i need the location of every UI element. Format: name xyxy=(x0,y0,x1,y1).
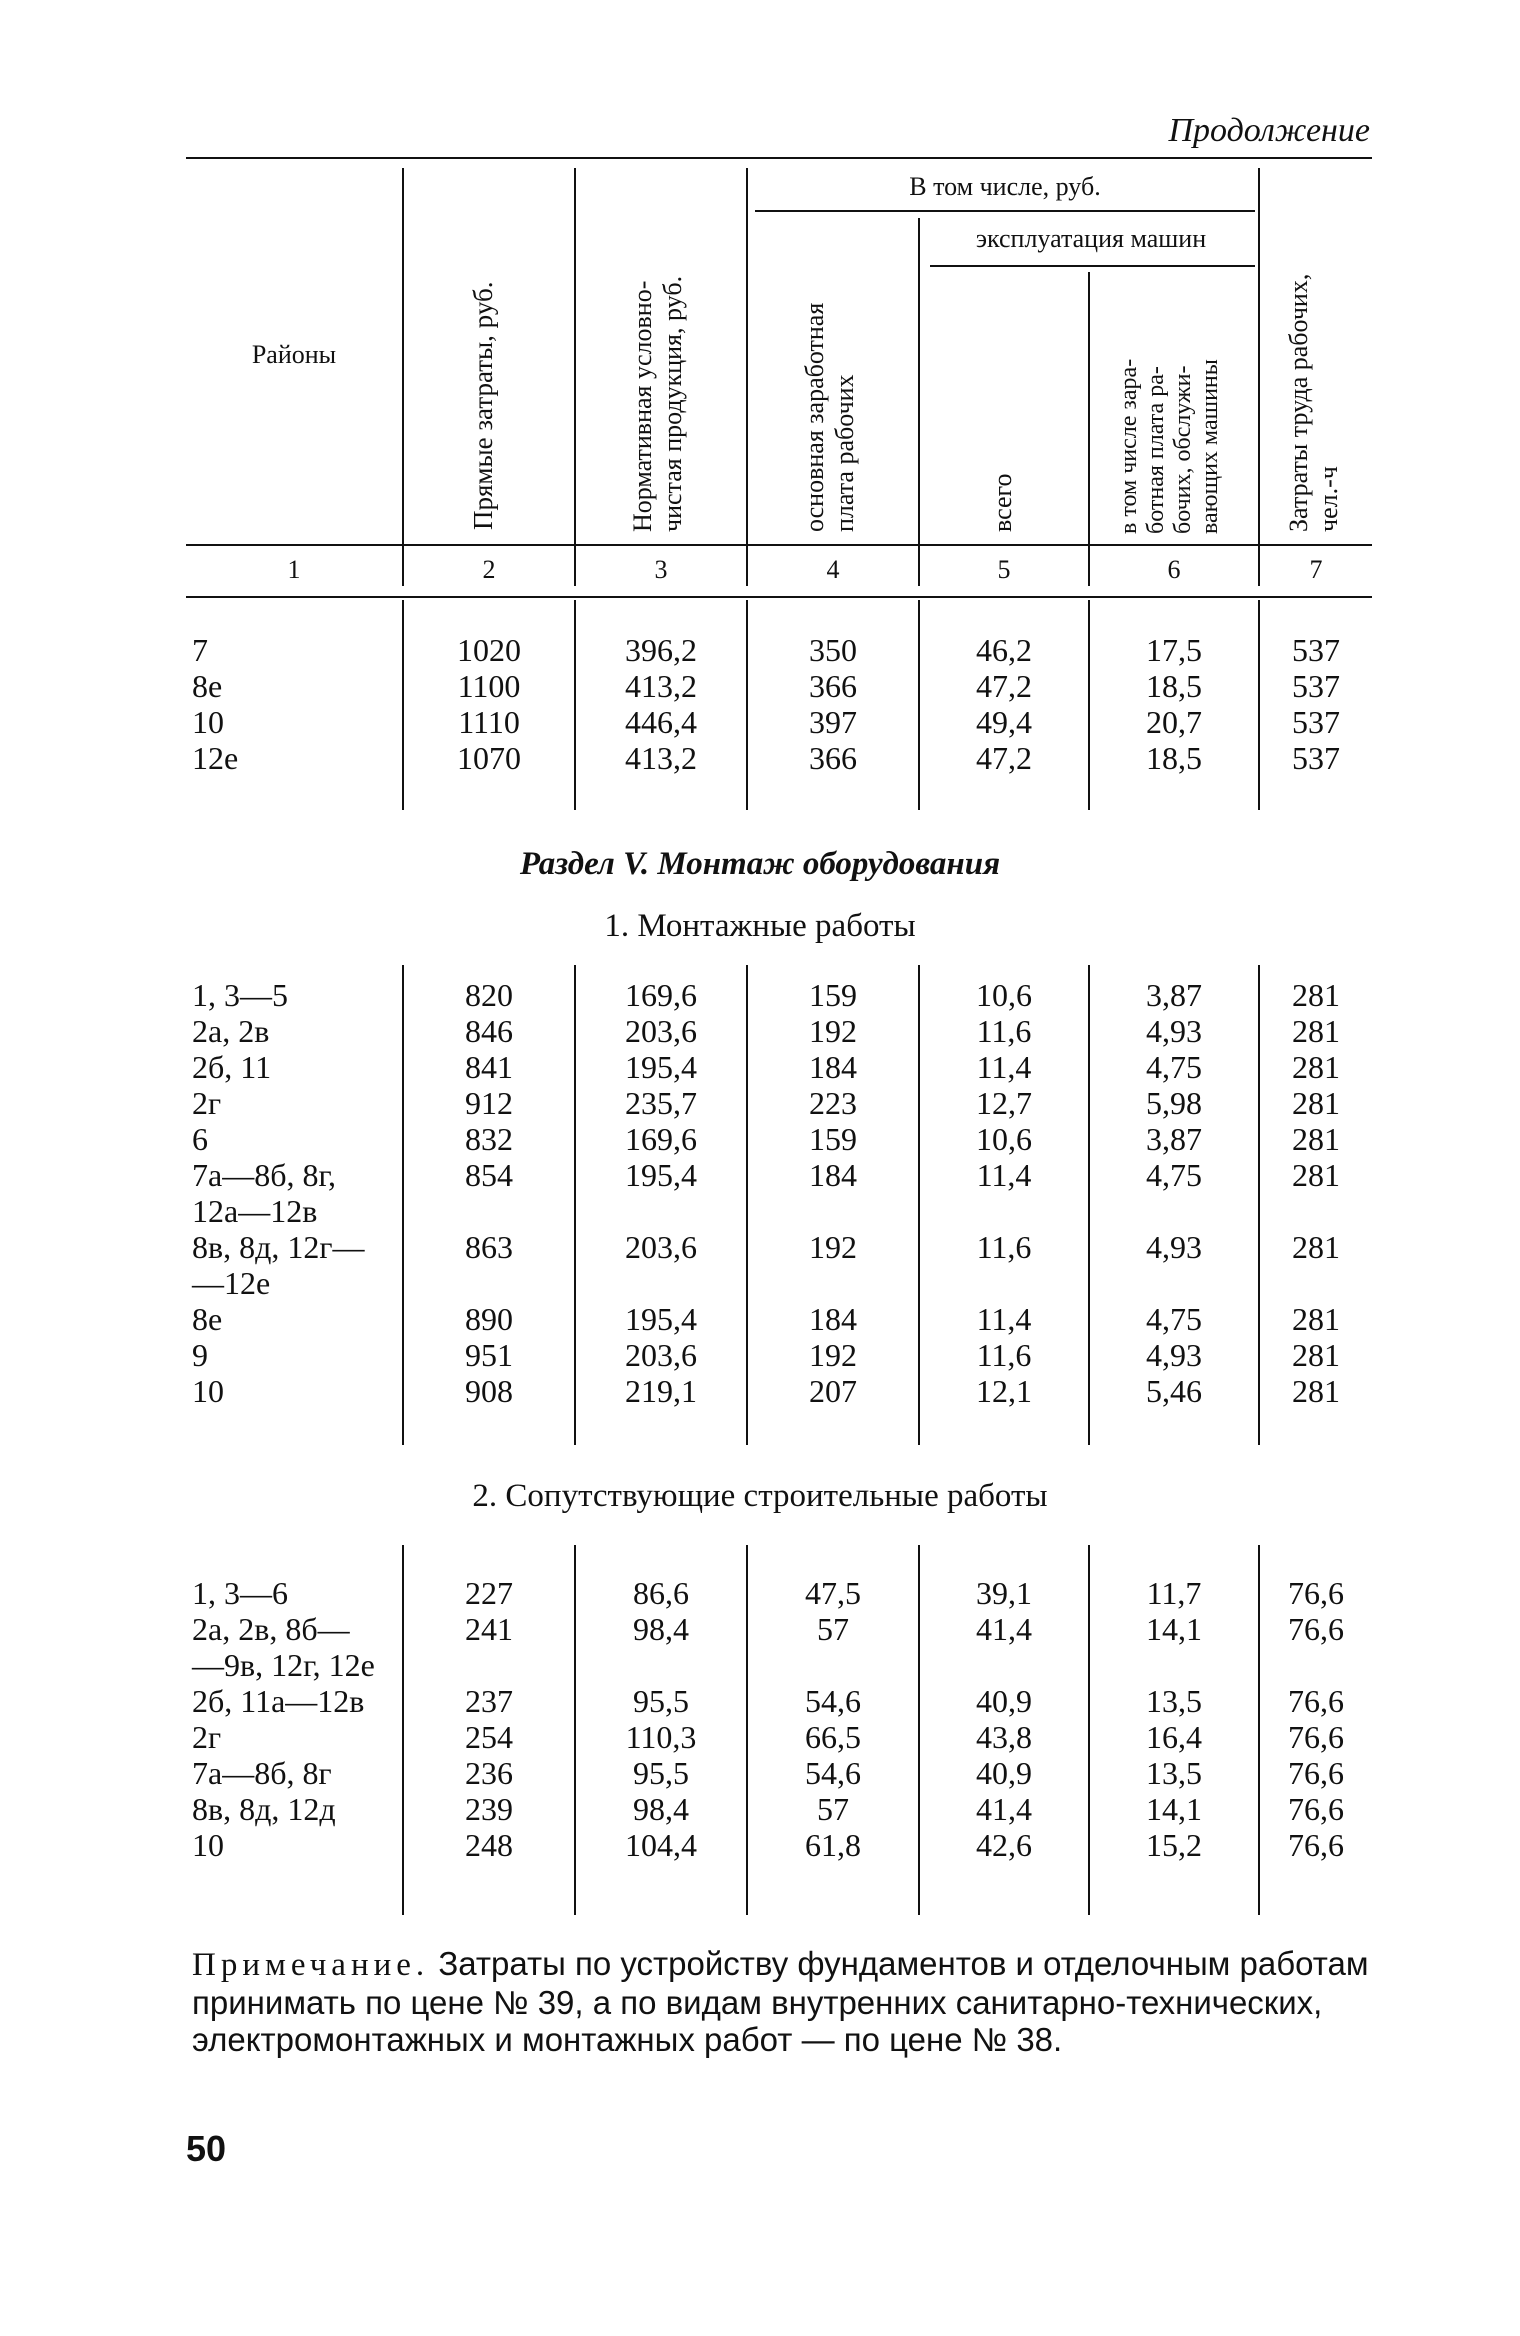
machine-wage-col xyxy=(1090,1575,1258,1863)
direct-costs-col xyxy=(404,1575,574,1863)
table-cell: 219,1 xyxy=(625,1373,697,1409)
column-divider xyxy=(1258,1545,1260,1915)
header-bottom-rule xyxy=(186,544,1372,546)
direct-costs-col xyxy=(404,977,574,1409)
table-cell: 47,2 xyxy=(976,668,1032,704)
column-divider xyxy=(1088,965,1090,1445)
table-cell: 4,75 xyxy=(1146,1157,1202,1193)
direct-costs-col xyxy=(404,632,574,776)
table-cell: 11,6 xyxy=(976,1337,1032,1373)
table-cell: 54,6 xyxy=(805,1683,861,1719)
table-cell: 11,4 xyxy=(976,1157,1032,1193)
table-cell: 18,5 xyxy=(1146,668,1202,704)
table-cell: 223 xyxy=(809,1085,857,1121)
table-cell: 4,75 xyxy=(1146,1049,1202,1085)
table-cell: 14,1 xyxy=(1146,1791,1202,1827)
table-cell: 76,6 xyxy=(1288,1719,1344,1755)
continuation-label: Продолжение xyxy=(1168,112,1370,149)
table-cell xyxy=(576,1647,746,1683)
column-divider xyxy=(1258,965,1260,1445)
machine-total-col xyxy=(920,977,1088,1409)
region-cell: 10 xyxy=(192,1827,224,1863)
base-wage-col xyxy=(748,632,918,776)
table-cell: 203,6 xyxy=(625,1229,697,1265)
table-cell: 281 xyxy=(1292,1229,1340,1265)
table-cell: 863 xyxy=(465,1229,513,1265)
table-cell: 281 xyxy=(1292,1013,1340,1049)
labor-costs-col xyxy=(1260,977,1372,1409)
region-cell: 12а—12в xyxy=(192,1193,318,1229)
region-cell: 7а—8б, 8г xyxy=(192,1755,332,1791)
table-cell: 281 xyxy=(1292,1337,1340,1373)
table-cell: 350 xyxy=(809,632,857,668)
table-cell: 841 xyxy=(465,1049,513,1085)
table-cell xyxy=(404,1647,574,1683)
table-cell: 195,4 xyxy=(625,1157,697,1193)
table-cell: 184 xyxy=(809,1157,857,1193)
table-cell xyxy=(576,1265,746,1301)
table-cell: 5,98 xyxy=(1146,1085,1202,1121)
table-cell: 40,9 xyxy=(976,1755,1032,1791)
header-total: всего xyxy=(988,473,1017,532)
column-divider xyxy=(746,600,748,810)
region-cell: 2б, 11а—12в xyxy=(192,1683,365,1719)
table-cell: 10,6 xyxy=(976,977,1032,1013)
region-cell: 2г xyxy=(192,1719,222,1755)
table-cell: 4,93 xyxy=(1146,1229,1202,1265)
table-cell: 13,5 xyxy=(1146,1683,1202,1719)
table-cell: 537 xyxy=(1292,632,1340,668)
table-cell: 203,6 xyxy=(625,1013,697,1049)
table-cell: 413,2 xyxy=(625,740,697,776)
region-col xyxy=(192,632,397,776)
region-cell: 6 xyxy=(192,1121,208,1157)
subsection-2-title: 2. Сопутствующие строительные работы xyxy=(472,1478,1048,1514)
table-cell: 76,6 xyxy=(1288,1791,1344,1827)
table-cell: 832 xyxy=(465,1121,513,1157)
table-cell: 169,6 xyxy=(625,1121,697,1157)
table-cell: 281 xyxy=(1292,1121,1340,1157)
table-cell: 16,4 xyxy=(1146,1719,1202,1755)
base-wage-col xyxy=(748,977,918,1409)
table-cell: 820 xyxy=(465,977,513,1013)
table-cell: 104,4 xyxy=(625,1827,697,1863)
table-cell xyxy=(1260,1265,1372,1301)
table-cell: 195,4 xyxy=(625,1049,697,1085)
including-rule xyxy=(755,210,1255,212)
region-cell: 7а—8б, 8г, xyxy=(192,1157,336,1193)
table-cell: 195,4 xyxy=(625,1301,697,1337)
region-cell: —12е xyxy=(192,1265,271,1301)
table-cell: 43,8 xyxy=(976,1719,1032,1755)
table-cell: 39,1 xyxy=(976,1575,1032,1611)
region-cell: 8е xyxy=(192,668,223,704)
table-cell xyxy=(748,1265,918,1301)
page-number: 50 xyxy=(186,2128,227,2169)
table-cell: 537 xyxy=(1292,740,1340,776)
machine-rule xyxy=(930,265,1255,267)
table-cell: 207 xyxy=(809,1373,857,1409)
colnum-3: 3 xyxy=(654,555,668,584)
table-cell xyxy=(748,1193,918,1229)
table-cell: 4,75 xyxy=(1146,1301,1202,1337)
normative-product-col xyxy=(576,1575,746,1863)
table-cell: 76,6 xyxy=(1288,1755,1344,1791)
table-cell: 76,6 xyxy=(1288,1611,1344,1647)
table-cell: 11,6 xyxy=(976,1229,1032,1265)
table-cell: 76,6 xyxy=(1288,1827,1344,1863)
table-cell: 17,5 xyxy=(1146,632,1202,668)
table-cell: 54,6 xyxy=(805,1755,861,1791)
region-cell: 8в, 8д, 12д xyxy=(192,1791,336,1827)
colnum-bottom-rule xyxy=(186,596,1372,598)
region-cell: 10 xyxy=(192,1373,224,1409)
table-cell xyxy=(404,1265,574,1301)
table-cell: 76,6 xyxy=(1288,1683,1344,1719)
column-divider xyxy=(402,1545,404,1915)
table-cell: 235,7 xyxy=(625,1085,697,1121)
header-machine-operation: эксплуатация машин xyxy=(975,224,1207,253)
table-cell: 1070 xyxy=(457,740,521,776)
region-col xyxy=(192,977,397,1409)
table-cell: 281 xyxy=(1292,1373,1340,1409)
region-cell: 1, 3—5 xyxy=(192,977,288,1013)
table-cell: 5,46 xyxy=(1146,1373,1202,1409)
table-cell: 537 xyxy=(1292,704,1340,740)
table-cell xyxy=(1090,1647,1258,1683)
header-direct-costs: Прямые затраты, руб. xyxy=(468,281,498,530)
table-cell: 241 xyxy=(465,1611,513,1647)
table-cell: 890 xyxy=(465,1301,513,1337)
table-cell: 40,9 xyxy=(976,1683,1032,1719)
table-cell: 846 xyxy=(465,1013,513,1049)
header-top-rule xyxy=(186,157,1372,159)
table-cell: 192 xyxy=(809,1013,857,1049)
header-divider-1 xyxy=(402,168,404,586)
table-cell: 1020 xyxy=(457,632,521,668)
column-divider xyxy=(1088,1545,1090,1915)
normative-product-col xyxy=(576,632,746,776)
table-cell: 366 xyxy=(809,740,857,776)
header-divider-3 xyxy=(746,168,748,586)
note-label: Примечание. xyxy=(192,1947,430,1983)
table-cell: 11,4 xyxy=(976,1049,1032,1085)
table-cell: 61,8 xyxy=(805,1827,861,1863)
region-cell: 1, 3—6 xyxy=(192,1575,288,1611)
table-cell: 57 xyxy=(817,1611,849,1647)
region-cell: —9в, 12г, 12е xyxy=(192,1647,375,1683)
table-cell xyxy=(920,1193,1088,1229)
colnum-5: 5 xyxy=(997,555,1011,584)
column-divider xyxy=(1258,600,1260,810)
section-title: Раздел V. Монтаж оборудования xyxy=(519,846,1001,882)
table-cell: 192 xyxy=(809,1337,857,1373)
column-divider xyxy=(918,1545,920,1915)
table-cell: 4,93 xyxy=(1146,1337,1202,1373)
header-normative-product: Нормативная условно- чистая продукция, руб. xyxy=(628,275,687,532)
table-cell xyxy=(748,1647,918,1683)
table-cell: 169,6 xyxy=(625,977,697,1013)
header-incl-wage: в том числе зара- ботная плата ра- бочих, обслужи- вающих машины xyxy=(1116,358,1223,534)
machine-total-col xyxy=(920,1575,1088,1863)
colnum-2: 2 xyxy=(482,555,496,584)
machine-wage-col xyxy=(1090,632,1258,776)
column-divider xyxy=(574,600,576,810)
table-cell: 11,6 xyxy=(976,1013,1032,1049)
table-cell: 1110 xyxy=(458,704,520,740)
note-text: Затраты по устройству фундаментов и отделочным работам принимать по цене № 39, а по видам внутренних санитарно-технических, электромонтажных и монтажных работ — по цене № 38. xyxy=(192,1945,1369,2058)
table-cell: 76,6 xyxy=(1288,1575,1344,1611)
table-cell: 11,7 xyxy=(1146,1575,1202,1611)
table-cell: 13,5 xyxy=(1146,1755,1202,1791)
column-divider xyxy=(746,1545,748,1915)
table-cell: 4,93 xyxy=(1146,1013,1202,1049)
table-cell: 446,4 xyxy=(625,704,697,740)
table-cell xyxy=(1090,1265,1258,1301)
table-cell: 281 xyxy=(1292,1049,1340,1085)
column-divider xyxy=(402,600,404,810)
subsection-1-title: 1. Монтажные работы xyxy=(604,908,916,944)
table-cell: 95,5 xyxy=(633,1683,689,1719)
table-cell: 15,2 xyxy=(1146,1827,1202,1863)
table-cell: 12,7 xyxy=(976,1085,1032,1121)
region-cell: 8в, 8д, 12г— xyxy=(192,1229,365,1265)
table-cell: 227 xyxy=(465,1575,513,1611)
region-cell: 8е xyxy=(192,1301,223,1337)
column-divider xyxy=(1088,600,1090,810)
header-divider-2 xyxy=(574,168,576,586)
region-cell: 7 xyxy=(192,632,208,668)
column-divider xyxy=(574,1545,576,1915)
note xyxy=(192,1945,1372,2058)
table-cell: 951 xyxy=(465,1337,513,1373)
region-cell: 9 xyxy=(192,1337,208,1373)
header-including: В том числе, руб. xyxy=(909,172,1101,201)
column-divider xyxy=(746,965,748,1445)
column-divider xyxy=(574,965,576,1445)
table-cell xyxy=(920,1647,1088,1683)
colnum-6: 6 xyxy=(1167,555,1181,584)
colnum-4: 4 xyxy=(826,555,840,584)
labor-costs-col xyxy=(1260,1575,1372,1863)
table-cell: 1100 xyxy=(457,668,521,704)
table-cell: 237 xyxy=(465,1683,513,1719)
table-cell: 46,2 xyxy=(976,632,1032,668)
header-divider-5 xyxy=(1088,272,1090,586)
table-cell: 86,6 xyxy=(633,1575,689,1611)
table-cell: 908 xyxy=(465,1373,513,1409)
base-wage-col xyxy=(748,1575,918,1863)
machine-wage-col xyxy=(1090,977,1258,1409)
table-cell: 47,5 xyxy=(805,1575,861,1611)
table-cell: 397 xyxy=(809,704,857,740)
labor-costs-col xyxy=(1260,632,1372,776)
table-cell xyxy=(404,1193,574,1229)
column-divider xyxy=(918,965,920,1445)
table-cell: 3,87 xyxy=(1146,1121,1202,1157)
table-cell xyxy=(576,1193,746,1229)
table-cell: 98,4 xyxy=(633,1791,689,1827)
table-cell xyxy=(1090,1193,1258,1229)
column-divider xyxy=(402,965,404,1445)
table-cell: 95,5 xyxy=(633,1755,689,1791)
table-cell: 11,4 xyxy=(976,1301,1032,1337)
table-cell: 20,7 xyxy=(1146,704,1202,740)
region-cell: 10 xyxy=(192,704,224,740)
machine-total-col xyxy=(920,632,1088,776)
table-cell: 98,4 xyxy=(633,1611,689,1647)
region-cell: 2г xyxy=(192,1085,222,1121)
table-cell: 159 xyxy=(809,1121,857,1157)
header-base-wage: основная заработная плата рабочих xyxy=(800,302,859,532)
table-cell: 41,4 xyxy=(976,1611,1032,1647)
region-col xyxy=(192,1575,397,1863)
table-cell: 854 xyxy=(465,1157,513,1193)
table-cell: 184 xyxy=(809,1301,857,1337)
header-labor-costs: Затраты труда рабочих, чел.-ч xyxy=(1284,273,1343,532)
table-cell: 281 xyxy=(1292,1301,1340,1337)
table-cell xyxy=(1260,1193,1372,1229)
table-cell: 10,6 xyxy=(976,1121,1032,1157)
table-cell: 47,2 xyxy=(976,740,1032,776)
region-cell: 2б, 11 xyxy=(192,1049,272,1085)
table-cell: 239 xyxy=(465,1791,513,1827)
table-cell: 413,2 xyxy=(625,668,697,704)
table-cell: 537 xyxy=(1292,668,1340,704)
table-cell: 236 xyxy=(465,1755,513,1791)
table-cell xyxy=(920,1265,1088,1301)
table-cell: 248 xyxy=(465,1827,513,1863)
table-cell: 366 xyxy=(809,668,857,704)
colnum-1: 1 xyxy=(287,555,301,584)
table-cell: 66,5 xyxy=(805,1719,861,1755)
table-cell xyxy=(1260,1647,1372,1683)
region-cell: 12е xyxy=(192,740,239,776)
table-cell: 42,6 xyxy=(976,1827,1032,1863)
region-cell: 2а, 2в xyxy=(192,1013,270,1049)
table-cell: 49,4 xyxy=(976,704,1032,740)
table-cell: 254 xyxy=(465,1719,513,1755)
table-cell: 18,5 xyxy=(1146,740,1202,776)
table-cell: 159 xyxy=(809,977,857,1013)
colnum-7: 7 xyxy=(1309,555,1323,584)
table-cell: 203,6 xyxy=(625,1337,697,1373)
column-divider xyxy=(918,600,920,810)
table-cell: 396,2 xyxy=(625,632,697,668)
table-cell: 12,1 xyxy=(976,1373,1032,1409)
header-regions: Районы xyxy=(251,340,337,369)
table-cell: 184 xyxy=(809,1049,857,1085)
table-cell: 57 xyxy=(817,1791,849,1827)
table-cell: 281 xyxy=(1292,1157,1340,1193)
region-cell: 2а, 2в, 8б— xyxy=(192,1611,350,1647)
table-cell: 192 xyxy=(809,1229,857,1265)
header-divider-4 xyxy=(918,218,920,586)
table-cell: 110,3 xyxy=(625,1719,697,1755)
table-cell: 281 xyxy=(1292,1085,1340,1121)
table-cell: 14,1 xyxy=(1146,1611,1202,1647)
table-cell: 281 xyxy=(1292,977,1340,1013)
table-cell: 41,4 xyxy=(976,1791,1032,1827)
table-cell: 912 xyxy=(465,1085,513,1121)
normative-product-col xyxy=(576,977,746,1409)
table-cell: 3,87 xyxy=(1146,977,1202,1013)
